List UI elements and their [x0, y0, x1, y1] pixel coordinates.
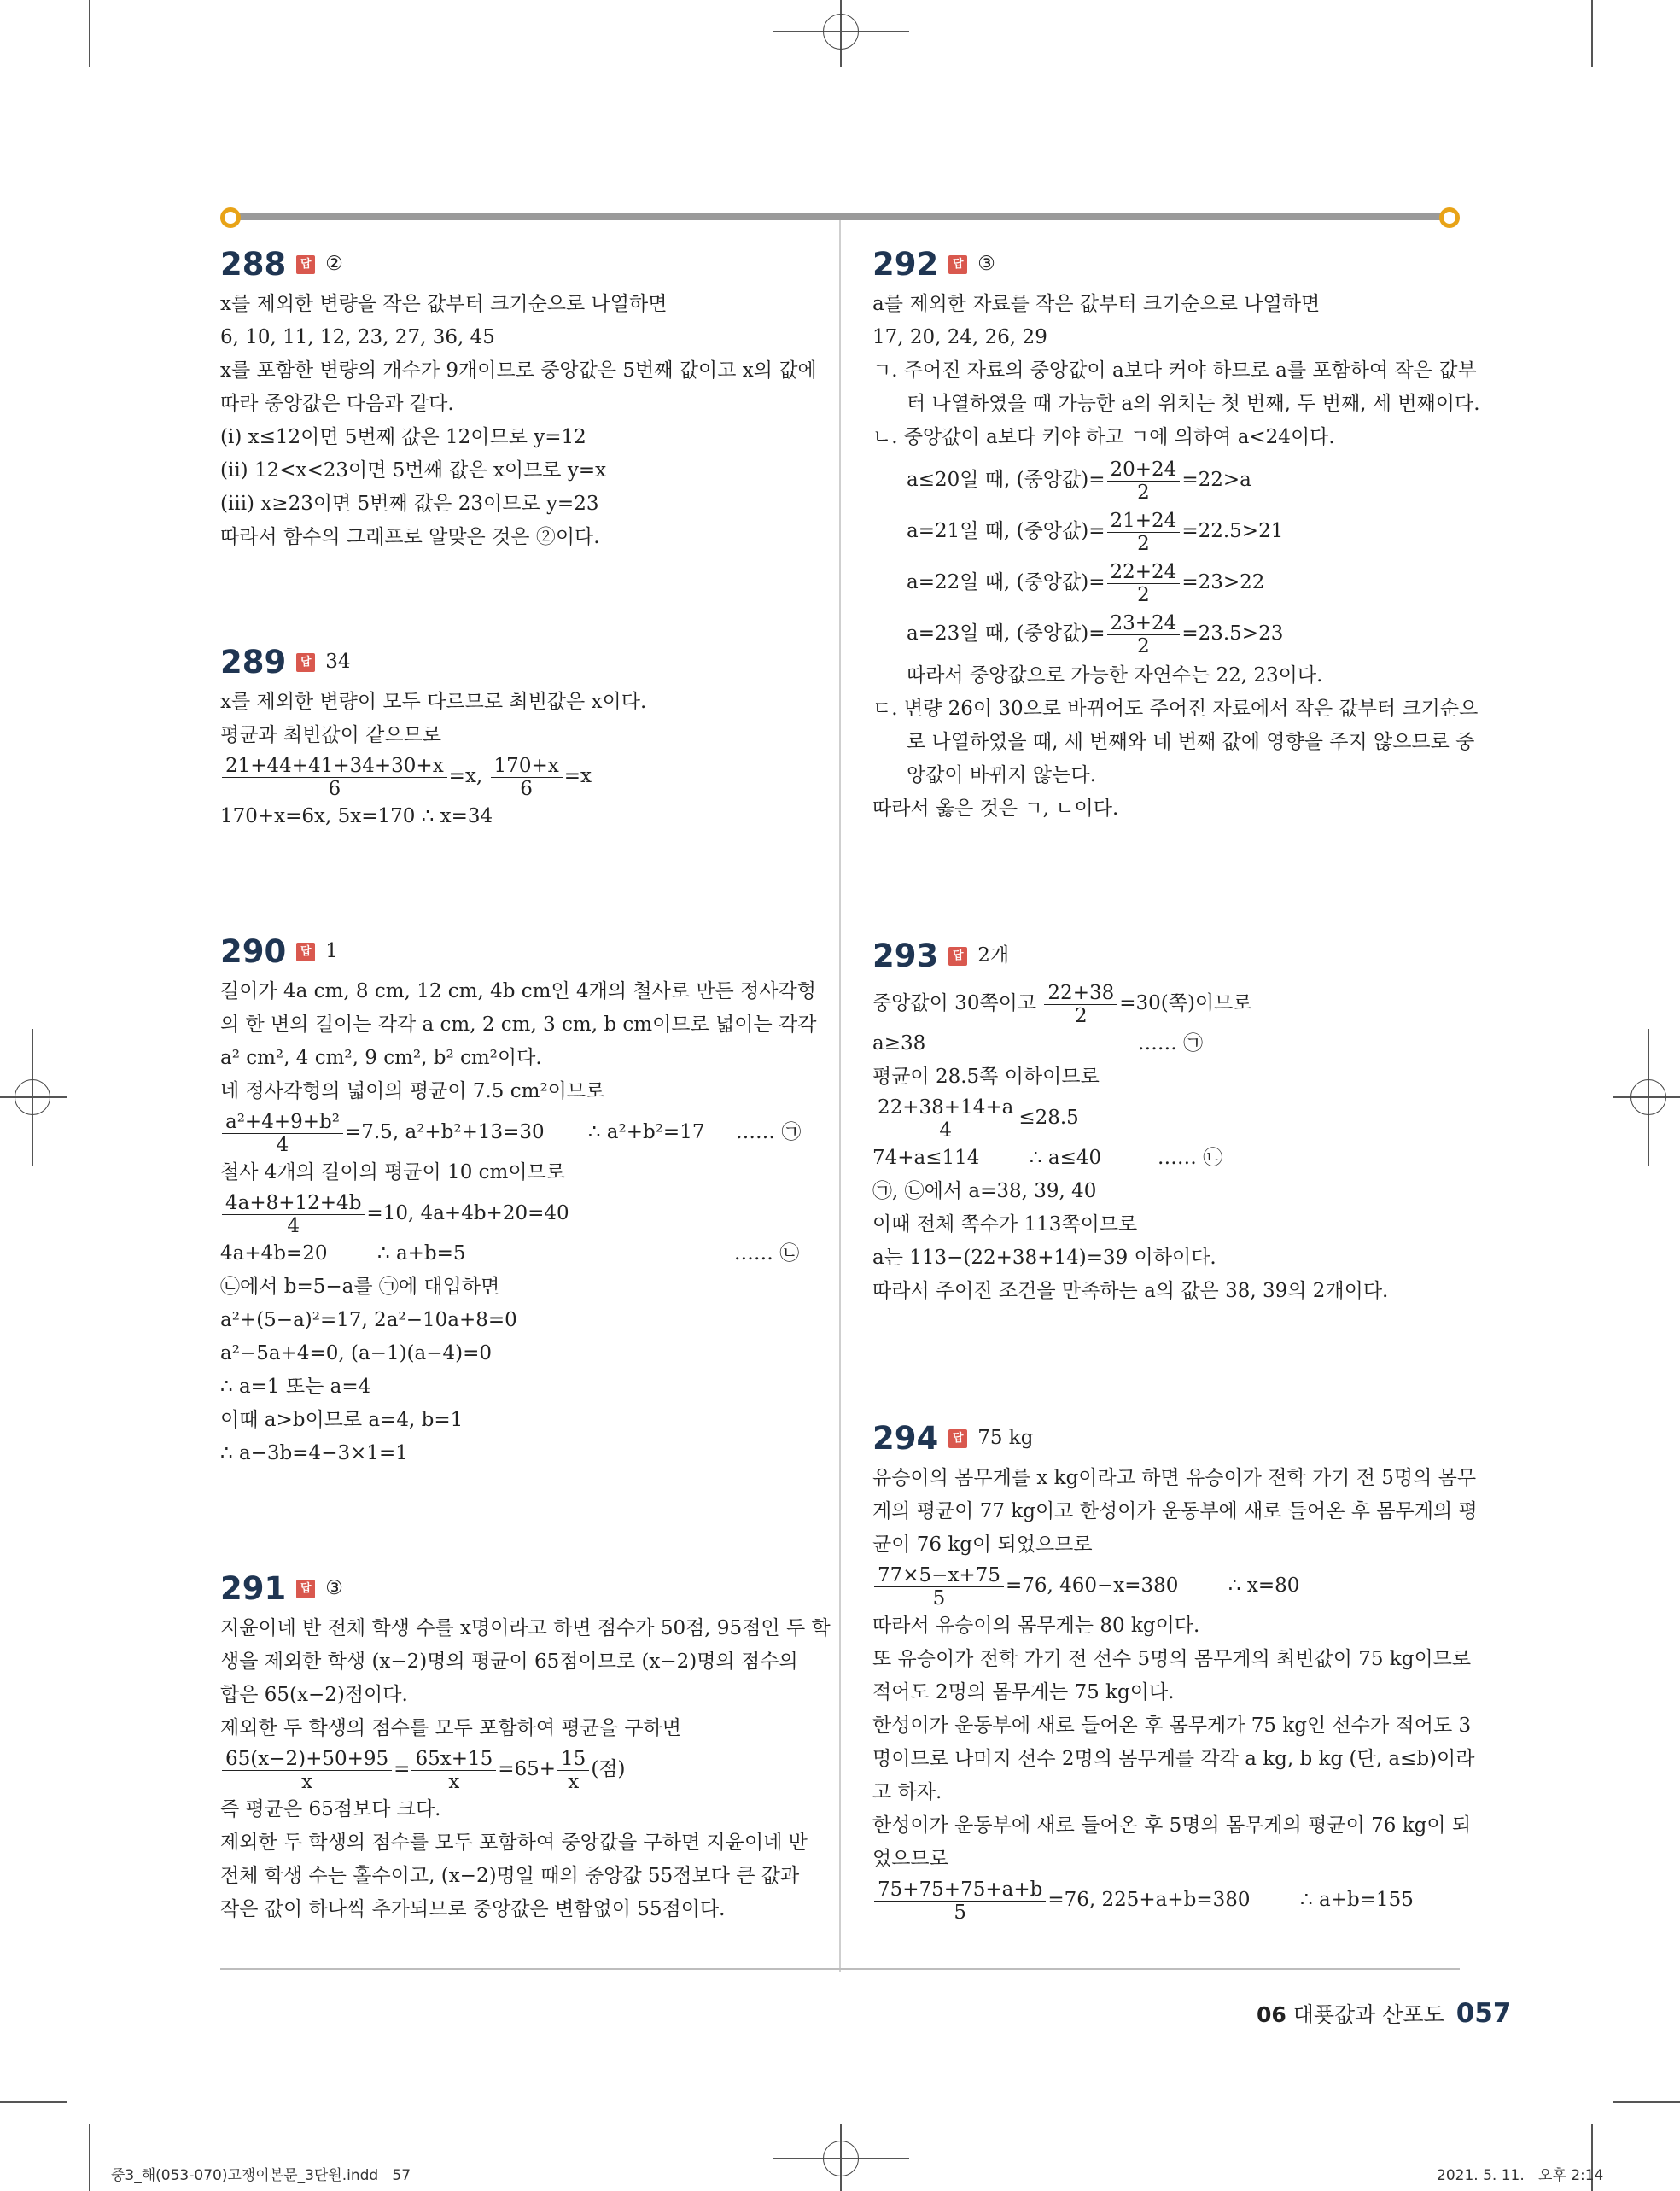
solution-line: 따라서 중앙값으로 가능한 자연수는 22, 23이다. [907, 664, 1323, 687]
answer-badge: 답 [296, 255, 315, 274]
solution-line: 철사 4개의 길이의 평균이 10 cm이므로 [220, 1161, 565, 1183]
equation: $\frac{65(x-2)+50+95}{x}$ = $\frac{65x+15}{x}$ =65+ $\frac{15}{x}$ (점) [220, 1745, 809, 1793]
fraction: $\frac{22+24}{2}$ [1107, 561, 1181, 606]
crop-mark [0, 2101, 67, 2103]
footer-rule [220, 1968, 1460, 1970]
problem-number: 293 [872, 938, 939, 974]
problem-number: 289 [220, 644, 287, 681]
solution-line: x를 포함한 변량의 개수가 9개이므로 중앙값은 5번째 값이고 x의 값에 [220, 359, 817, 382]
solution-line: (ⅰ) x≤12이면 5번째 값은 12이므로 y=12 [220, 426, 586, 448]
solution-line: 지윤이네 반 전체 학생 수를 x명이라고 하면 점수가 50점, 95점인 두 학 [220, 1617, 831, 1639]
solution-line: 따라서 주어진 조건을 만족하는 a의 값은 38, 39의 2개이다. [872, 1280, 1389, 1302]
chapter-number: 06 [1257, 2002, 1286, 2027]
fraction: $\frac{77\times 5-x+75}{5}$ [874, 1564, 1004, 1610]
fraction: $\frac{22+38+14+a}{4}$ [874, 1096, 1017, 1142]
equation: $\frac{75+75+75+a+b}{5}$ =76, 225+a+b=380 ∴ a+b=155 [872, 1876, 1461, 1924]
solution-line: 따라서 함수의 그래프로 알맞은 것은 ②이다. [220, 526, 600, 548]
solution-line: ㉠, ㉡에서 a=38, 39, 40 [872, 1180, 1097, 1202]
crop-mark [89, 2124, 90, 2191]
answer: ③ [977, 253, 995, 275]
fraction: $\frac{65x+15}{x}$ [411, 1748, 496, 1793]
solution-line: 전체 학생 수는 홀수이고, (x−2)명일 때의 중앙값 55점보다 큰 값과 [220, 1865, 800, 1887]
equation: $\frac{\text{a²+4+9+b²}}{4}$ =7.5, a²+b²+13=30 ∴ a²+b²=17 …… ㉠ [220, 1108, 809, 1156]
solution-line: 게의 평균이 77 kg이고 한성이가 운동부에 새로 들어온 후 몸무게의 평 [872, 1500, 1478, 1522]
problem-293 [872, 939, 1461, 1308]
solution-line: 길이가 4a cm, 8 cm, 12 cm, 4b cm인 4개의 철사로 만든 정사각형 [220, 980, 816, 1002]
print-slug-filename: 중3_해(053-070)고쟁이본문_3단원.indd 57 [111, 2167, 411, 2184]
solution-line: 4a+4b=20 ∴ a+b=5 …… ㉡ [220, 1242, 800, 1265]
solution-line: 이때 전체 쪽수가 113쪽이므로 [872, 1213, 1138, 1236]
chapter-title: 대푯값과 산포도 [1292, 2002, 1444, 2027]
case-line: a=21일 때, (중앙값)= $\frac{21+24}{2}$ =22.5>21 [907, 509, 1284, 555]
solution-line: 앙값이 바뀌지 않는다. [907, 764, 1096, 786]
fraction: $\frac{21+24}{2}$ [1107, 510, 1181, 555]
solution-line: (ⅱ) 12<x<23이면 5번째 값은 x이므로 y=x [220, 459, 607, 482]
answer: 1 [325, 940, 338, 962]
problem-291 [220, 1570, 831, 1926]
fraction: $\frac{4a+8+12+4b}{4}$ [222, 1192, 365, 1237]
solution-line: ㄴ. 중앙값이 a보다 커야 하고 ㄱ에 의하여 a<24이다. [872, 426, 1335, 448]
solution-line: a²+(5−a)²=17, 2a²−10a+8=0 [220, 1309, 517, 1331]
solution-line: 고 하자. [872, 1781, 942, 1803]
problem-290 [220, 933, 817, 1470]
solution-line: 었으므로 [872, 1848, 948, 1870]
problem-number: 291 [220, 1570, 287, 1607]
solution-line: ㉡에서 b=5−a를 ㉠에 대입하면 [220, 1276, 500, 1298]
problem-number: 288 [220, 246, 287, 283]
solution-line: a는 113−(22+38+14)=39 이하이다. [872, 1247, 1216, 1269]
solution-line: ∴ a−3b=4−3×1=1 [220, 1442, 408, 1464]
crop-mark [1591, 0, 1593, 67]
solution-line: 합은 65(x−2)점이다. [220, 1684, 408, 1706]
solution-line: x를 제외한 변량이 모두 다르므로 최빈값은 x이다. [220, 691, 647, 713]
equation: $\frac{4a+8+12+4b}{4}$ =10, 4a+4b+20=40 [220, 1189, 809, 1237]
solution-line: 생을 제외한 학생 (x−2)명의 평균이 65점이므로 (x−2)명의 점수의 [220, 1651, 798, 1673]
registration-mark-top [823, 14, 859, 50]
equation: $\frac{77\times 5-x+75}{5}$ =76, 460−x=380 ∴ x=80 [872, 1562, 1461, 1610]
solution-line: 명이므로 나머지 선수 2명의 몸무게를 각각 a kg, b kg (단, a≤b)이라 [872, 1748, 1475, 1770]
problem-289 [220, 646, 809, 833]
fraction: $\frac{23+24}{2}$ [1107, 612, 1181, 657]
answer-badge: 답 [296, 943, 315, 961]
equation: $\frac{22+38+14+a}{4}$ ≤28.5 [872, 1094, 1461, 1142]
solution-line: a≥38 …… ㉠ [872, 1032, 1204, 1055]
answer-badge: 답 [296, 1580, 315, 1598]
fraction: $\frac{20+24}{2}$ [1107, 459, 1181, 504]
solution-line: 이때 a>b이므로 a=4, b=1 [220, 1409, 464, 1431]
crop-mark [89, 0, 90, 67]
solution-line: 적어도 2명의 몸무게는 75 kg이다. [872, 1681, 1175, 1703]
solution-line: 의 한 변의 길이는 각각 a cm, 2 cm, 3 cm, b cm이므로 넓이는 각각 [220, 1014, 817, 1036]
fraction: $\frac{65(x-2)+50+95}{x}$ [222, 1748, 392, 1793]
solution-line: 17, 20, 24, 26, 29 [872, 326, 1047, 348]
fraction: $\frac{15}{x}$ [557, 1748, 589, 1793]
solution-line: 6, 10, 11, 12, 23, 27, 36, 45 [220, 326, 495, 348]
print-slug-timestamp: 2021. 5. 11. 오후 2:14 [1437, 2167, 1604, 2184]
solution-line: 따라서 옳은 것은 ㄱ, ㄴ이다. [872, 798, 1119, 820]
equation: 중앙값이 30쪽이고 $\frac{22+38}{2}$ =30(쪽)이므로 [872, 981, 1252, 1027]
registration-mark-left [15, 1079, 50, 1115]
solution-line: a를 제외한 자료를 작은 값부터 크기순으로 나열하면 [872, 293, 1321, 315]
solution-line: x를 제외한 변량을 작은 값부터 크기순으로 나열하면 [220, 293, 668, 315]
solution-line: 평균이 28.5쪽 이하이므로 [872, 1066, 1100, 1088]
solution-line: 평균과 최빈값이 같으므로 [220, 724, 442, 746]
solution-line: 제외한 두 학생의 점수를 모두 포함하여 중앙값을 구하면 지윤이네 반 [220, 1832, 808, 1854]
solution-line: 터 나열하였을 때 가능한 a의 위치는 첫 번째, 두 번째, 세 번째이다. [907, 393, 1480, 415]
problem-294 [872, 1420, 1478, 1924]
answer-badge: 답 [948, 1429, 967, 1448]
registration-mark-bottom [823, 2141, 859, 2176]
solution-line: ㄱ. 주어진 자료의 중앙값이 a보다 커야 하므로 a를 포함하여 작은 값부 [872, 359, 1477, 382]
solution-line: 즉 평균은 65점보다 크다. [220, 1798, 441, 1820]
problem-number: 292 [872, 246, 939, 283]
solution-line: 네 정사각형의 넓이의 평균이 7.5 cm²이므로 [220, 1080, 605, 1102]
case-line: a=23일 때, (중앙값)= $\frac{23+24}{2}$ =23.5>23 [907, 611, 1284, 657]
solution-line: 작은 값이 하나씩 추가되므로 중앙값은 변함없이 55점이다. [220, 1898, 726, 1920]
header-rule [230, 213, 1450, 220]
answer: ③ [325, 1577, 343, 1599]
solution-line: ∴ a=1 또는 a=4 [220, 1376, 371, 1398]
crop-mark [1613, 2101, 1680, 2103]
solution-line: 로 나열하였을 때, 세 번째와 네 번째 값에 영향을 주지 않으므로 중 [907, 731, 1475, 753]
solution-line: 균이 76 kg이 되었으므로 [872, 1534, 1093, 1556]
solution-line: 또 유승이가 전학 가기 전 선수 5명의 몸무게의 최빈값이 75 kg이므로 [872, 1648, 1472, 1670]
solution-line: ㄷ. 변량 26이 30으로 바뀌어도 주어진 자료에서 작은 값부터 크기순으 [872, 698, 1479, 720]
solution-line: 유승이의 몸무게를 x kg이라고 하면 유승이가 전학 가기 전 5명의 몸무 [872, 1467, 1477, 1489]
fraction: $\frac{22+38}{2}$ [1044, 982, 1117, 1027]
fraction: $\frac{170+x}{6}$ [491, 755, 563, 800]
solution-line: 따라서 유승이의 몸무게는 80 kg이다. [872, 1615, 1200, 1637]
column-divider [839, 220, 841, 1972]
problem-288 [220, 246, 817, 554]
problem-292 [872, 246, 1480, 826]
solution-line: 제외한 두 학생의 점수를 모두 포함하여 평균을 구하면 [220, 1717, 681, 1739]
solution-line: 한성이가 운동부에 새로 들어온 후 5명의 몸무게의 평균이 76 kg이 되 [872, 1814, 1472, 1837]
problem-number: 290 [220, 933, 287, 970]
page-footer [1257, 1998, 1511, 2029]
solution-line: a²−5a+4=0, (a−1)(a−4)=0 [220, 1342, 493, 1364]
answer-badge: 답 [948, 947, 967, 966]
header-rule-left-dot [220, 207, 241, 228]
equation: $\frac{21+44+41+34+30+x}{6}$ =x, $\frac{170+x}{6}$ =x [220, 752, 809, 800]
answer: 34 [325, 651, 351, 673]
solution-line: 한성이가 운동부에 새로 들어온 후 몸무게가 75 kg인 선수가 적어도 3 [872, 1715, 1472, 1737]
solution-line: 74+a≤114 ∴ a≤40 …… ㉡ [872, 1147, 1223, 1169]
registration-mark-right [1630, 1079, 1666, 1115]
solution-line: (ⅲ) x≥23이면 5번째 값은 23이므로 y=23 [220, 493, 599, 515]
fraction: $\frac{75+75+75+a+b}{5}$ [874, 1878, 1046, 1924]
answer-badge: 답 [948, 255, 967, 274]
fraction: $\frac{21+44+41+34+30+x}{6}$ [222, 755, 447, 800]
fraction: $\frac{\text{a²+4+9+b²}}{4}$ [222, 1111, 343, 1156]
answer: ② [325, 253, 343, 275]
solution-line: 따라 중앙값은 다음과 같다. [220, 393, 454, 415]
case-line: a≤20일 때, (중앙값)= $\frac{20+24}{2}$ =22>a [907, 458, 1251, 504]
problem-number: 294 [872, 1420, 939, 1457]
answer: 75 kg [977, 1427, 1034, 1449]
header-rule-right-dot [1439, 207, 1460, 228]
answer-badge: 답 [296, 653, 315, 672]
solution-line: a² cm², 4 cm², 9 cm², b² cm²이다. [220, 1047, 542, 1069]
page-number: 057 [1455, 1998, 1512, 2029]
answer: 2개 [977, 944, 1010, 967]
solution-line: 170+x=6x, 5x=170 ∴ x=34 [220, 805, 493, 827]
case-line: a=22일 때, (중앙값)= $\frac{22+24}{2}$ =23>22 [907, 560, 1265, 606]
